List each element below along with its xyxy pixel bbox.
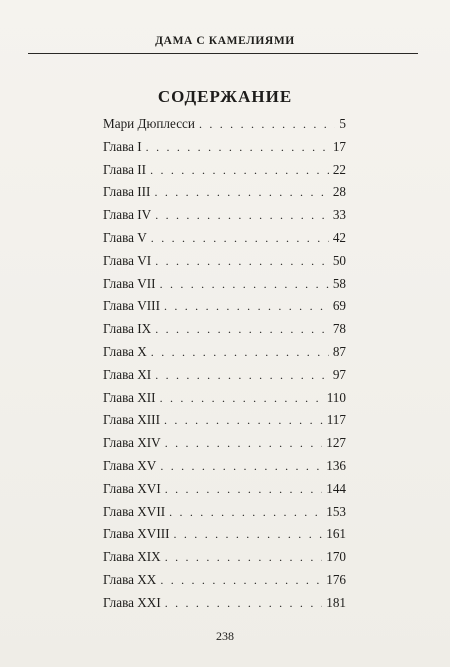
dot-leader: [150, 163, 329, 178]
toc-entry: [103, 162, 346, 185]
toc-entry-page: 110: [326, 389, 346, 405]
toc-entry-page: 78: [332, 321, 346, 337]
toc-entry-page: 127: [326, 435, 346, 451]
toc-entry-page: 176: [326, 571, 346, 587]
toc-entry-page: 22: [332, 161, 346, 177]
toc-entry-label: Глава XVI: [103, 480, 161, 496]
toc-entry-page: 161: [326, 526, 346, 542]
toc-entry: [103, 298, 346, 321]
dot-leader: [155, 322, 329, 337]
dot-leader: [174, 527, 323, 542]
toc-entry-label: Глава XIX: [103, 549, 161, 565]
toc-entry-label: Глава IV: [103, 207, 152, 223]
dot-leader: [165, 482, 323, 497]
toc-entry-page: 97: [332, 366, 346, 382]
toc-entry: [103, 367, 346, 390]
toc-entry-page: 42: [332, 229, 346, 245]
dot-leader: [160, 277, 329, 292]
toc-entry: [103, 184, 346, 207]
toc-entry: [103, 504, 346, 527]
toc-entry: [103, 526, 346, 549]
running-head: ДАМА С КАМЕЛИЯМИ: [155, 35, 295, 47]
toc-entry-label: Глава XVII: [103, 503, 166, 519]
toc-entry-page: 58: [332, 275, 346, 291]
toc-entry: [103, 390, 346, 413]
toc-entry: [103, 116, 346, 139]
dot-leader: [151, 345, 329, 360]
toc-entry: [103, 253, 346, 276]
dot-leader: [155, 254, 329, 269]
toc-entry-page: 5: [339, 116, 346, 131]
toc-entry-label: Глава XI: [103, 366, 152, 382]
toc-entry-page: 136: [326, 457, 346, 473]
toc-entry-page: 33: [332, 207, 346, 223]
dot-leader: [160, 459, 322, 474]
toc-entry: [103, 595, 346, 618]
toc-list: [103, 116, 346, 618]
toc-entry-label: Глава VIII: [103, 298, 160, 314]
toc-entry-label: Глава XX: [103, 571, 157, 587]
dot-leader: [164, 413, 323, 428]
toc-entry-label: Глава IX: [103, 321, 152, 337]
toc-entry-label: Глава V: [103, 229, 147, 245]
toc-entry-page: 50: [332, 252, 346, 268]
toc-entry-label: Глава XIV: [103, 435, 161, 451]
toc-entry-page: 17: [332, 138, 346, 154]
toc-entry-label: Глава XV: [103, 457, 157, 473]
toc-entry: [103, 139, 346, 162]
toc-entry-label: Глава XXI: [103, 594, 161, 610]
toc-entry: [103, 435, 346, 458]
toc-entry: [103, 481, 346, 504]
dot-leader: [151, 231, 329, 246]
dot-leader: [164, 299, 329, 314]
toc-entry: [103, 276, 346, 299]
header-rule: [28, 53, 418, 54]
dot-leader: [155, 208, 329, 223]
toc-entry-label: Глава VI: [103, 252, 152, 268]
toc-entry-page: 87: [332, 343, 346, 359]
page-number: 238: [216, 629, 234, 643]
dot-leader: [165, 550, 323, 565]
toc-entry-label: Глава II: [103, 161, 147, 177]
toc-entry-label: Глава III: [103, 184, 151, 200]
toc-entry-page: 181: [326, 594, 346, 610]
toc-entry-page: 170: [326, 549, 346, 565]
toc-entry-label: Глава XVIII: [103, 526, 170, 542]
toc-entry-label: Глава I: [103, 138, 142, 154]
toc-entry: [103, 230, 346, 253]
toc-entry-label: Мари Дюплесси: [103, 116, 195, 131]
toc-title: СОДЕРЖАНИЕ: [157, 87, 293, 106]
toc-entry: [103, 549, 346, 572]
dot-leader: [165, 596, 323, 611]
toc-entry-label: Глава X: [103, 343, 147, 359]
toc-entry-label: Глава VII: [103, 275, 156, 291]
toc-entry-page: 117: [326, 412, 346, 428]
toc-entry: [103, 572, 346, 595]
dot-leader: [154, 185, 328, 200]
toc-entry-label: Глава XII: [103, 389, 156, 405]
dot-leader: [165, 436, 323, 451]
toc-entry: [103, 458, 346, 481]
toc-entry-page: 144: [326, 480, 346, 496]
dot-leader: [160, 573, 322, 588]
toc-entry: [103, 321, 346, 344]
toc-entry: [103, 412, 346, 435]
dot-leader: [169, 505, 322, 520]
toc-entry: [103, 344, 346, 367]
toc-entry-label: Глава XIII: [103, 412, 160, 428]
toc-entry-page: 153: [326, 503, 346, 519]
toc-entry-page: 69: [332, 298, 346, 314]
dot-leader: [160, 391, 323, 406]
dot-leader: [199, 117, 335, 132]
toc-entry-page: 28: [332, 184, 346, 200]
dot-leader: [155, 368, 329, 383]
dot-leader: [146, 140, 329, 155]
toc-entry: [103, 207, 346, 230]
